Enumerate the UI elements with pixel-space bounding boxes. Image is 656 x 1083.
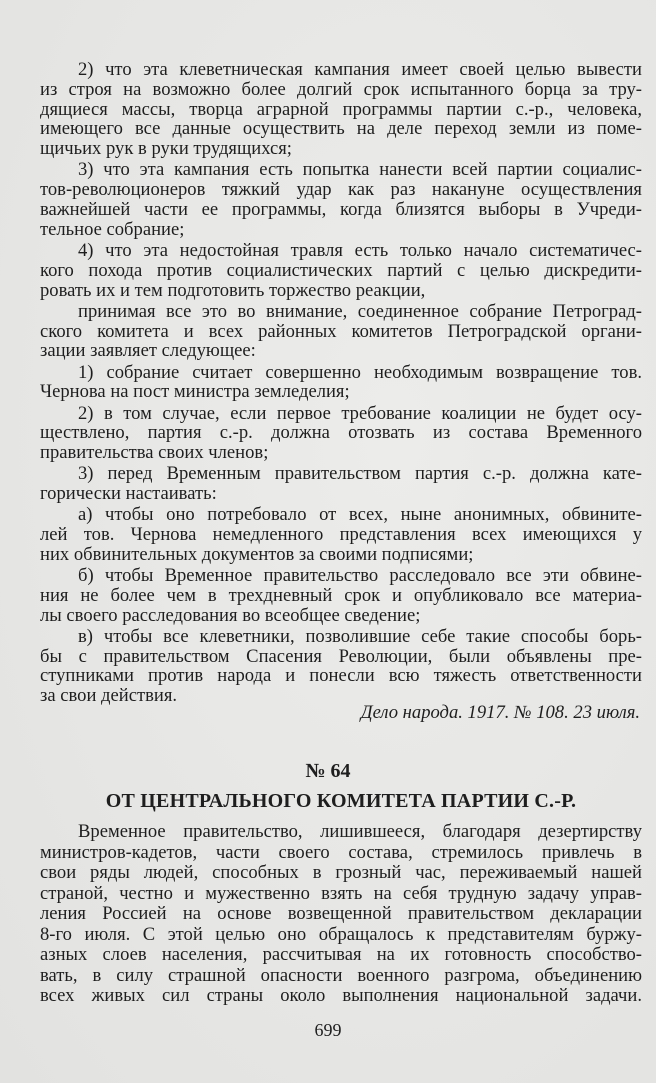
text-line: за свои действия. <box>40 685 178 707</box>
page-number: 699 <box>314 1020 342 1040</box>
text-line: министров-кадетов, части своего состава, стремилось привлечь в <box>40 841 642 863</box>
text-line: страной, честно и мужественно взять на себя трудную задачу управ- <box>40 882 642 904</box>
document-heading: ОТ ЦЕНТРАЛЬНОГО КОМИТЕТА ПАРТИИ С.-Р. <box>105 790 577 812</box>
resolution-text <box>40 60 642 706</box>
text-line: 3) перед Временным правительством партия с.-р. должна кате- <box>78 463 642 485</box>
document-body <box>40 822 642 1007</box>
text-line: 8-го июля. С этой целью оно обращалось к представителям буржу- <box>40 923 642 945</box>
text-line: вать, в силу страшной опасности военного разгрома, объединению <box>40 964 642 986</box>
text-line: тов-революционеров тяжкий удар как раз накануне осуществления <box>40 179 642 201</box>
text-line: из строя на возможно более долгий срок испытанного борца за тру- <box>40 78 642 100</box>
text-line: лы своего расследования во всеобщее сведение; <box>40 604 421 626</box>
text-line: свои ряды людей, способных в грозный час, переживаемый нашей <box>40 862 642 883</box>
text-line: Чернова на пост министра земледелия; <box>40 381 350 403</box>
text-line: ления Россией на основе возвещенной правительством декларации <box>40 903 642 924</box>
source-citation: Дело народа. 1917. № 108. 23 июля. <box>360 702 640 723</box>
text-line: ния не более чем в трехдневный срок и опубликовало все материа- <box>40 584 642 606</box>
text-line: правительства своих членов; <box>40 442 269 464</box>
text-line: горически настаивать: <box>40 483 217 505</box>
text-line: ществлено, партия с.-р. должна отозвать из состава Временного <box>40 422 642 444</box>
text-line: тельное собрание; <box>40 218 185 240</box>
text-line: всех живых сил страны около выполнения национальной задачи. <box>40 985 642 1006</box>
text-line: 1) собрание считает совершенно необходимым возвращение тов. <box>78 361 642 383</box>
text-line: дящиеся массы, творца аграрной программы партии с.-р., человека, <box>40 98 642 120</box>
text-line: бы с правительством Спасения Революции, были объявлены пре- <box>40 645 642 667</box>
text-line: зации заявляет следующее: <box>40 340 256 362</box>
text-line: в) чтобы все клеветники, позволившие себе такие способы борь- <box>78 625 642 647</box>
text-line: 4) что эта недостойная травля есть только начало систематичес- <box>78 239 642 261</box>
document-number: № 64 <box>305 760 351 782</box>
text-line: 2) что эта клеветническая кампания имеет своей целью вывести <box>78 59 642 80</box>
text-line: азных слоев населения, рассчитывая на их готовность способство- <box>40 944 642 965</box>
text-line: важнейшей части ее программы, когда близятся выборы в Учреди- <box>40 198 642 220</box>
text-line: а) чтобы оно потребовало от всех, ныне анонимных, обвините- <box>78 504 642 526</box>
text-line: них обвинительных документов за своими подписями; <box>40 543 474 565</box>
text-line: 3) что эта кампания есть попытка нанести всей партии социалис- <box>78 159 642 181</box>
text-line: Временное правительство, лишившееся, благодаря дезертирству <box>78 821 642 842</box>
text-line: принимая все это во внимание, соединенное собрание Петроград- <box>78 300 642 322</box>
text-line: ского комитета и всех районных комитетов Петроградской органи- <box>40 320 642 342</box>
text-line: ровать их и тем подготовить торжество реакции, <box>40 279 426 301</box>
text-line: щичьих рук в руки трудящихся; <box>40 138 292 160</box>
text-line: кого похода против социалистических партий с целью дискредити- <box>40 259 642 281</box>
text-line: б) чтобы Временное правительство расследовало все эти обвине- <box>78 565 642 587</box>
text-line: лей тов. Чернова немедленного представления всех имеющихся у <box>40 524 642 546</box>
text-line: 2) в том случае, если первое требование коалиции не будет осу- <box>78 402 642 424</box>
text-line: имеющего все данные осуществить на деле переход земли из поме- <box>40 118 642 140</box>
text-line: ступниками против народа и понесли всю тяжесть ответственности <box>40 665 642 687</box>
